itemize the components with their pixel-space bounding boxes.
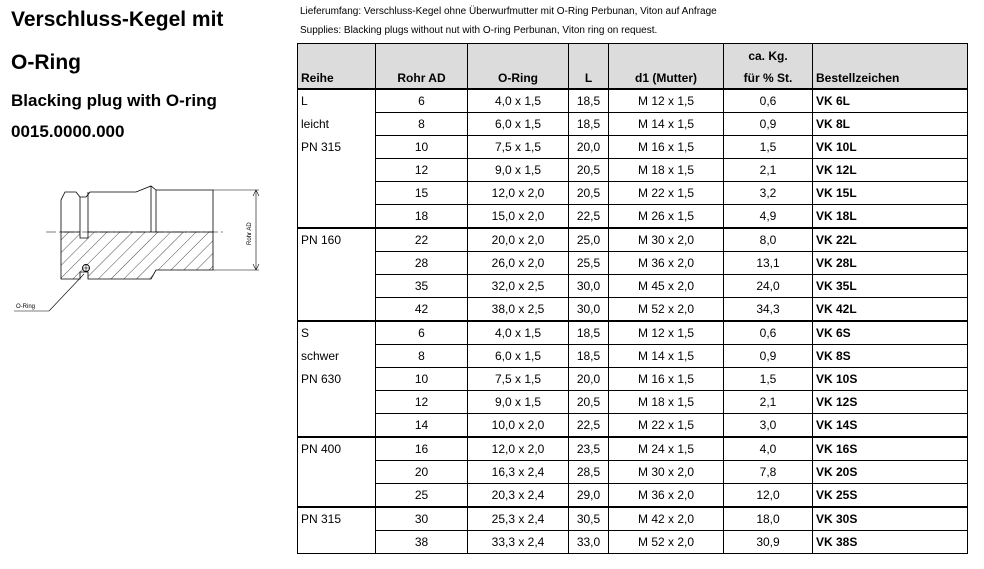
table-row	[298, 89, 968, 113]
cell-oring: 32,0 x 2,5	[468, 275, 569, 298]
cell-d1: M 52 x 2,0	[609, 531, 724, 554]
cell-l: 22,5	[569, 205, 609, 229]
cell-bestellzeichen: VK 28L	[813, 252, 968, 275]
table-row	[298, 182, 968, 205]
cell-bestellzeichen: VK 6S	[813, 321, 968, 345]
cell-bestellzeichen: VK 38S	[813, 531, 968, 554]
cell-l: 29,0	[569, 484, 609, 508]
cell-reihe: PN 630	[298, 368, 376, 391]
table-row	[298, 113, 968, 136]
cell-l: 20,5	[569, 182, 609, 205]
cell-oring: 12,0 x 2,0	[468, 437, 569, 461]
table-row	[298, 368, 968, 391]
cell-weight: 3,2	[724, 182, 813, 205]
cell-d1: M 42 x 2,0	[609, 507, 724, 531]
cell-rohr-ad: 38	[376, 531, 468, 554]
cell-reihe: PN 315	[298, 507, 376, 531]
col-header-l: L	[569, 66, 609, 89]
cell-d1: M 22 x 1,5	[609, 182, 724, 205]
subtitle: Blacking plug with O-ring	[11, 91, 217, 110]
table-row	[298, 484, 968, 508]
cell-oring: 10,0 x 2,0	[468, 414, 569, 438]
cell-d1: M 12 x 1,5	[609, 89, 724, 113]
table-row	[298, 437, 968, 461]
cell-reihe: S	[298, 321, 376, 345]
cell-l: 25,0	[569, 228, 609, 252]
cell-d1: M 24 x 1,5	[609, 437, 724, 461]
cell-oring: 12,0 x 2,0	[468, 182, 569, 205]
table-row	[298, 136, 968, 159]
table-row	[298, 391, 968, 414]
table-row	[298, 321, 968, 345]
cell-oring: 9,0 x 1,5	[468, 159, 569, 182]
spec-table-body	[298, 89, 968, 554]
cell-oring: 25,3 x 2,4	[468, 507, 569, 531]
cell-weight: 18,0	[724, 507, 813, 531]
cell-rohr-ad: 28	[376, 252, 468, 275]
delivery-note-de: Lieferumfang: Verschluss-Kegel ohne Überwurfmutter mit O-Ring Perbunan, Viton auf Anfrage	[300, 6, 717, 17]
cell-bestellzeichen: VK 12S	[813, 391, 968, 414]
cell-bestellzeichen: VK 22L	[813, 228, 968, 252]
cell-d1: M 16 x 1,5	[609, 136, 724, 159]
cell-weight: 12,0	[724, 484, 813, 508]
cell-reihe: PN 315	[298, 136, 376, 159]
cell-d1: M 22 x 1,5	[609, 414, 724, 438]
cell-reihe	[298, 205, 376, 229]
cell-weight: 1,5	[724, 368, 813, 391]
cell-d1: M 14 x 1,5	[609, 113, 724, 136]
cell-weight: 3,0	[724, 414, 813, 438]
cell-bestellzeichen: VK 6L	[813, 89, 968, 113]
cell-d1: M 30 x 2,0	[609, 461, 724, 484]
cell-weight: 4,0	[724, 437, 813, 461]
cell-bestellzeichen: VK 16S	[813, 437, 968, 461]
cell-rohr-ad: 18	[376, 205, 468, 229]
cell-l: 18,5	[569, 345, 609, 368]
col-header-weight: für % St.	[724, 66, 813, 89]
title-line-2: O-Ring	[11, 51, 81, 74]
cell-oring: 38,0 x 2,5	[468, 298, 569, 322]
cell-bestellzeichen: VK 12L	[813, 159, 968, 182]
table-row	[298, 205, 968, 229]
cell-rohr-ad: 10	[376, 136, 468, 159]
oring-label: O-Ring	[16, 304, 36, 310]
cell-oring: 33,3 x 2,4	[468, 531, 569, 554]
col-header-bestell-top	[813, 44, 968, 67]
cell-d1: M 26 x 1,5	[609, 205, 724, 229]
table-row	[298, 345, 968, 368]
cell-rohr-ad: 8	[376, 113, 468, 136]
cell-l: 18,5	[569, 89, 609, 113]
cell-l: 28,5	[569, 461, 609, 484]
cell-l: 20,5	[569, 391, 609, 414]
cell-weight: 4,9	[724, 205, 813, 229]
cell-d1: M 36 x 2,0	[609, 484, 724, 508]
cell-oring: 26,0 x 2,0	[468, 252, 569, 275]
col-header-oring: O-Ring	[468, 66, 569, 89]
cell-l: 20,5	[569, 159, 609, 182]
title-line-1: Verschluss-Kegel mit	[11, 8, 224, 31]
cell-oring: 7,5 x 1,5	[468, 368, 569, 391]
cell-l: 30,5	[569, 507, 609, 531]
cell-weight: 34,3	[724, 298, 813, 322]
cell-oring: 20,3 x 2,4	[468, 484, 569, 508]
cell-reihe: PN 400	[298, 437, 376, 461]
cell-l: 18,5	[569, 321, 609, 345]
col-header-d1-top	[609, 44, 724, 67]
col-header-rohr-ad: Rohr AD	[376, 66, 468, 89]
spec-table	[297, 43, 968, 554]
col-header-d1: d1 (Mutter)	[609, 66, 724, 89]
cell-d1: M 45 x 2,0	[609, 275, 724, 298]
col-header-reihe-top	[298, 44, 376, 67]
cell-weight: 2,1	[724, 391, 813, 414]
table-row	[298, 461, 968, 484]
cell-rohr-ad: 10	[376, 368, 468, 391]
cell-oring: 16,3 x 2,4	[468, 461, 569, 484]
cell-reihe	[298, 461, 376, 484]
cell-d1: M 18 x 1,5	[609, 159, 724, 182]
cell-reihe	[298, 182, 376, 205]
cell-reihe	[298, 414, 376, 438]
article-number: 0015.0000.000	[11, 122, 125, 141]
cell-l: 25,5	[569, 252, 609, 275]
table-row	[298, 159, 968, 182]
cell-rohr-ad: 25	[376, 484, 468, 508]
cell-bestellzeichen: VK 20S	[813, 461, 968, 484]
cell-d1: M 30 x 2,0	[609, 228, 724, 252]
col-header-reihe: Reihe	[298, 66, 376, 89]
cell-rohr-ad: 16	[376, 437, 468, 461]
cell-weight: 8,0	[724, 228, 813, 252]
cell-bestellzeichen: VK 42L	[813, 298, 968, 322]
cell-d1: M 36 x 2,0	[609, 252, 724, 275]
cell-rohr-ad: 14	[376, 414, 468, 438]
cell-l: 20,0	[569, 136, 609, 159]
cell-weight: 30,9	[724, 531, 813, 554]
col-header-rohr-top	[376, 44, 468, 67]
cell-oring: 7,5 x 1,5	[468, 136, 569, 159]
cell-d1: M 14 x 1,5	[609, 345, 724, 368]
cell-rohr-ad: 42	[376, 298, 468, 322]
table-row	[298, 507, 968, 531]
col-header-weight-top: ca. Kg.	[724, 44, 813, 67]
cell-rohr-ad: 15	[376, 182, 468, 205]
cell-weight: 13,1	[724, 252, 813, 275]
table-row	[298, 228, 968, 252]
cell-weight: 24,0	[724, 275, 813, 298]
col-header-bestellzeichen: Bestellzeichen	[813, 66, 968, 89]
cell-reihe	[298, 391, 376, 414]
cell-l: 30,0	[569, 298, 609, 322]
cell-l: 33,0	[569, 531, 609, 554]
cell-oring: 15,0 x 2,0	[468, 205, 569, 229]
cell-rohr-ad: 12	[376, 159, 468, 182]
cell-d1: M 16 x 1,5	[609, 368, 724, 391]
cell-bestellzeichen: VK 15L	[813, 182, 968, 205]
cell-rohr-ad: 12	[376, 391, 468, 414]
cell-weight: 7,8	[724, 461, 813, 484]
cell-reihe: schwer	[298, 345, 376, 368]
rohr-ad-label: Rohr AD	[247, 222, 253, 245]
delivery-note-en: Supplies: Blacking plugs without nut with O-ring Perbunan, Viton ring on request.	[300, 25, 658, 36]
cell-reihe: PN 160	[298, 228, 376, 252]
cell-bestellzeichen: VK 30S	[813, 507, 968, 531]
cell-l: 18,5	[569, 113, 609, 136]
cell-bestellzeichen: VK 8L	[813, 113, 968, 136]
cell-d1: M 52 x 2,0	[609, 298, 724, 322]
cell-bestellzeichen: VK 8S	[813, 345, 968, 368]
cell-weight: 0,6	[724, 89, 813, 113]
cell-weight: 0,9	[724, 113, 813, 136]
cell-rohr-ad: 20	[376, 461, 468, 484]
table-row	[298, 414, 968, 438]
cell-oring: 4,0 x 1,5	[468, 89, 569, 113]
cell-rohr-ad: 30	[376, 507, 468, 531]
cell-reihe: L	[298, 89, 376, 113]
table-row	[298, 531, 968, 554]
cell-oring: 6,0 x 1,5	[468, 113, 569, 136]
cell-weight: 2,1	[724, 159, 813, 182]
cell-bestellzeichen: VK 14S	[813, 414, 968, 438]
cell-reihe	[298, 484, 376, 508]
cell-rohr-ad: 8	[376, 345, 468, 368]
col-header-l-top	[569, 44, 609, 67]
table-row	[298, 252, 968, 275]
cell-oring: 9,0 x 1,5	[468, 391, 569, 414]
cell-bestellzeichen: VK 10S	[813, 368, 968, 391]
cell-weight: 0,6	[724, 321, 813, 345]
cell-d1: M 12 x 1,5	[609, 321, 724, 345]
cell-bestellzeichen: VK 10L	[813, 136, 968, 159]
plug-technical-drawing	[6, 180, 276, 320]
cell-bestellzeichen: VK 35L	[813, 275, 968, 298]
cell-reihe	[298, 298, 376, 322]
cell-rohr-ad: 6	[376, 321, 468, 345]
cell-reihe: leicht	[298, 113, 376, 136]
table-row	[298, 275, 968, 298]
cell-l: 30,0	[569, 275, 609, 298]
cell-rohr-ad: 6	[376, 89, 468, 113]
cell-oring: 20,0 x 2,0	[468, 228, 569, 252]
cell-l: 20,0	[569, 368, 609, 391]
cell-weight: 0,9	[724, 345, 813, 368]
cell-l: 23,5	[569, 437, 609, 461]
cell-bestellzeichen: VK 18L	[813, 205, 968, 229]
cell-rohr-ad: 35	[376, 275, 468, 298]
cell-oring: 4,0 x 1,5	[468, 321, 569, 345]
cell-weight: 1,5	[724, 136, 813, 159]
cell-reihe	[298, 531, 376, 554]
cell-reihe	[298, 275, 376, 298]
cell-reihe	[298, 252, 376, 275]
cell-oring: 6,0 x 1,5	[468, 345, 569, 368]
cell-rohr-ad: 22	[376, 228, 468, 252]
cell-bestellzeichen: VK 25S	[813, 484, 968, 508]
cell-l: 22,5	[569, 414, 609, 438]
cell-reihe	[298, 159, 376, 182]
col-header-oring-top	[468, 44, 569, 67]
table-row	[298, 298, 968, 322]
cell-d1: M 18 x 1,5	[609, 391, 724, 414]
